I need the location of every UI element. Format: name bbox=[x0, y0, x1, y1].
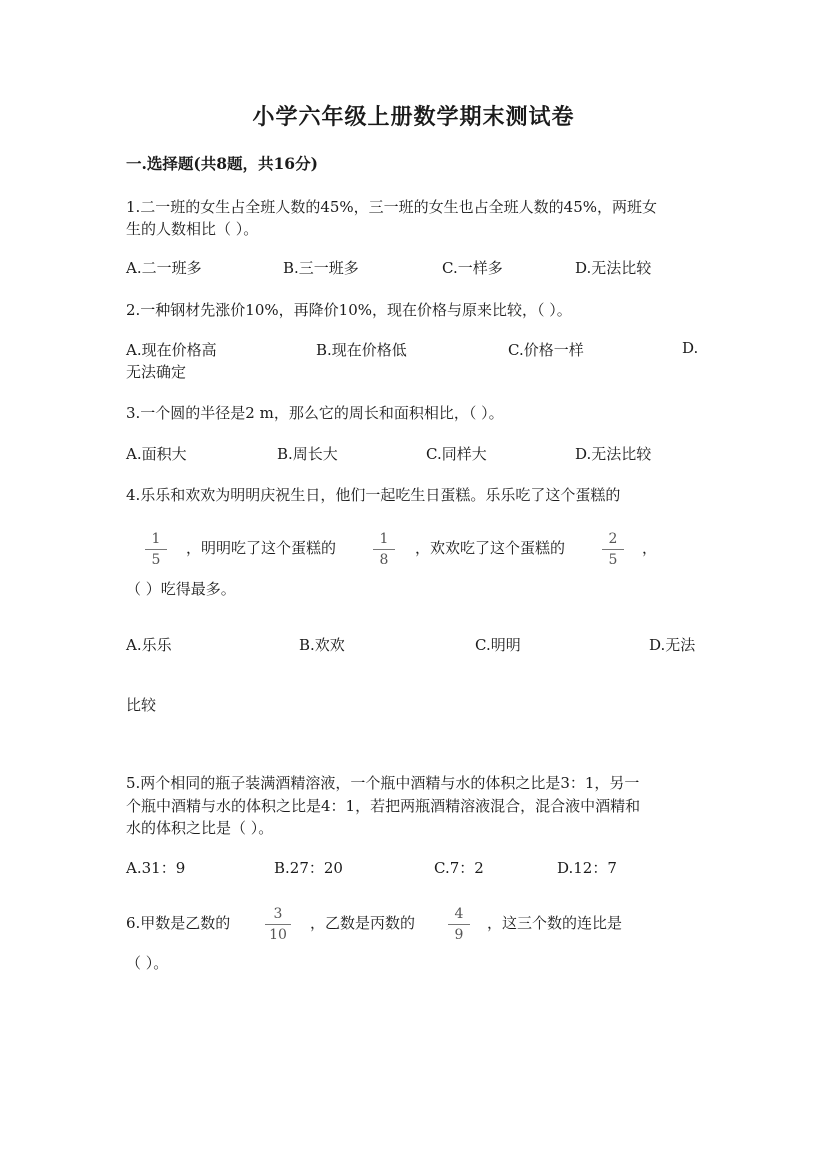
q4-fraction-2-denominator: 8 bbox=[379, 552, 389, 568]
q4-option-c: C.明明 bbox=[475, 636, 521, 654]
q4-option-d-continued: 比较 bbox=[126, 696, 157, 714]
q6-fraction-1-numerator: 3 bbox=[273, 906, 283, 922]
fraction-bar bbox=[602, 549, 624, 550]
q4-fraction-3-numerator: 2 bbox=[608, 531, 618, 547]
q4-fraction-1 bbox=[144, 532, 168, 567]
q5-text-line3: 水的体积之比是（ ）。 bbox=[126, 819, 274, 837]
q3-option-b: B.周长大 bbox=[277, 445, 338, 463]
q5-option-b: B.27：20 bbox=[274, 859, 343, 877]
q4-option-a: A.乐乐 bbox=[126, 636, 172, 654]
q5-option-a: A.31：9 bbox=[126, 859, 186, 877]
q1-text-line2: 生的人数相比（ ）。 bbox=[126, 220, 259, 238]
q6-text-mid: ，乙数是丙数的 bbox=[310, 914, 416, 932]
q6-text-pre: 6.甲数是乙数的 bbox=[126, 914, 231, 932]
q6-fraction-1-denominator: 10 bbox=[269, 927, 287, 943]
q3-option-a: A.面积大 bbox=[126, 445, 187, 463]
q6-fraction-1 bbox=[264, 907, 292, 942]
q4-text-mid2: ，欢欢吃了这个蛋糕的 bbox=[415, 539, 566, 557]
q6-fraction-2 bbox=[447, 907, 471, 942]
fraction-bar bbox=[373, 549, 395, 550]
q2-option-c: C.价格一样 bbox=[508, 341, 584, 359]
q4-option-d: D.无法 bbox=[649, 636, 696, 654]
fraction-bar bbox=[145, 549, 167, 550]
q2-text-line1: 2.一种钢材先涨价10%，再降价10%，现在价格与原来比较，（ ）。 bbox=[126, 301, 572, 319]
q4-fraction-3-denominator: 5 bbox=[608, 552, 618, 568]
q3-option-d: D.无法比较 bbox=[575, 445, 652, 463]
q5-option-c: C.7：2 bbox=[434, 859, 484, 877]
q2-option-a: A.现在价格高 bbox=[126, 341, 217, 359]
q4-text-line1: 4.乐乐和欢欢为明明庆祝生日，他们一起吃生日蛋糕。乐乐吃了这个蛋糕的 bbox=[126, 486, 621, 504]
q5-text-line2: 个瓶中酒精与水的体积之比是4：1，若把两瓶酒精溶液混合，混合液中酒精和 bbox=[126, 797, 641, 815]
q6-fraction-2-denominator: 9 bbox=[454, 927, 464, 943]
q4-text-line3: （ ）吃得最多。 bbox=[126, 580, 236, 598]
section-heading: 一.选择题(共8题，共16分) bbox=[126, 154, 318, 173]
fraction-bar bbox=[448, 924, 470, 925]
q3-text-line1: 3.一个圆的半径是2 m，那么它的周长和面积相比，（ ）。 bbox=[126, 404, 504, 422]
q4-text-end: ， bbox=[642, 539, 658, 557]
q2-option-d-continued: 无法确定 bbox=[126, 363, 187, 381]
q1-option-b: B.三一班多 bbox=[283, 259, 359, 277]
q5-text-line1: 5.两个相同的瓶子装满酒精溶液，一个瓶中酒精与水的体积之比是3：1，另一 bbox=[126, 774, 640, 792]
q4-text-mid1: ，明明吃了这个蛋糕的 bbox=[186, 539, 337, 557]
q1-text-line1: 1.二一班的女生占全班人数的45%，三一班的女生也占全班人数的45%，两班女 bbox=[126, 198, 657, 216]
q4-fraction-2 bbox=[372, 532, 396, 567]
q1-option-a: A.二一班多 bbox=[126, 259, 202, 277]
q4-fraction-1-denominator: 5 bbox=[151, 552, 161, 568]
q4-fraction-3 bbox=[601, 532, 625, 567]
q4-fraction-1-numerator: 1 bbox=[151, 531, 161, 547]
q6-fraction-2-numerator: 4 bbox=[454, 906, 464, 922]
q4-option-b: B.欢欢 bbox=[299, 636, 345, 654]
q3-option-c: C.同样大 bbox=[426, 445, 487, 463]
q4-fraction-2-numerator: 1 bbox=[379, 531, 389, 547]
q5-option-d: D.12：7 bbox=[557, 859, 617, 877]
q2-option-b: B.现在价格低 bbox=[316, 341, 407, 359]
q2-option-d: D. bbox=[682, 339, 699, 357]
q1-option-c: C.一样多 bbox=[442, 259, 503, 277]
fraction-bar bbox=[265, 924, 291, 925]
q6-text-line2: （ ）。 bbox=[126, 954, 169, 972]
q1-option-d: D.无法比较 bbox=[575, 259, 652, 277]
page-title: 小学六年级上册数学期末测试卷 bbox=[252, 104, 575, 130]
q6-text-post: ，这三个数的连比是 bbox=[487, 914, 623, 932]
